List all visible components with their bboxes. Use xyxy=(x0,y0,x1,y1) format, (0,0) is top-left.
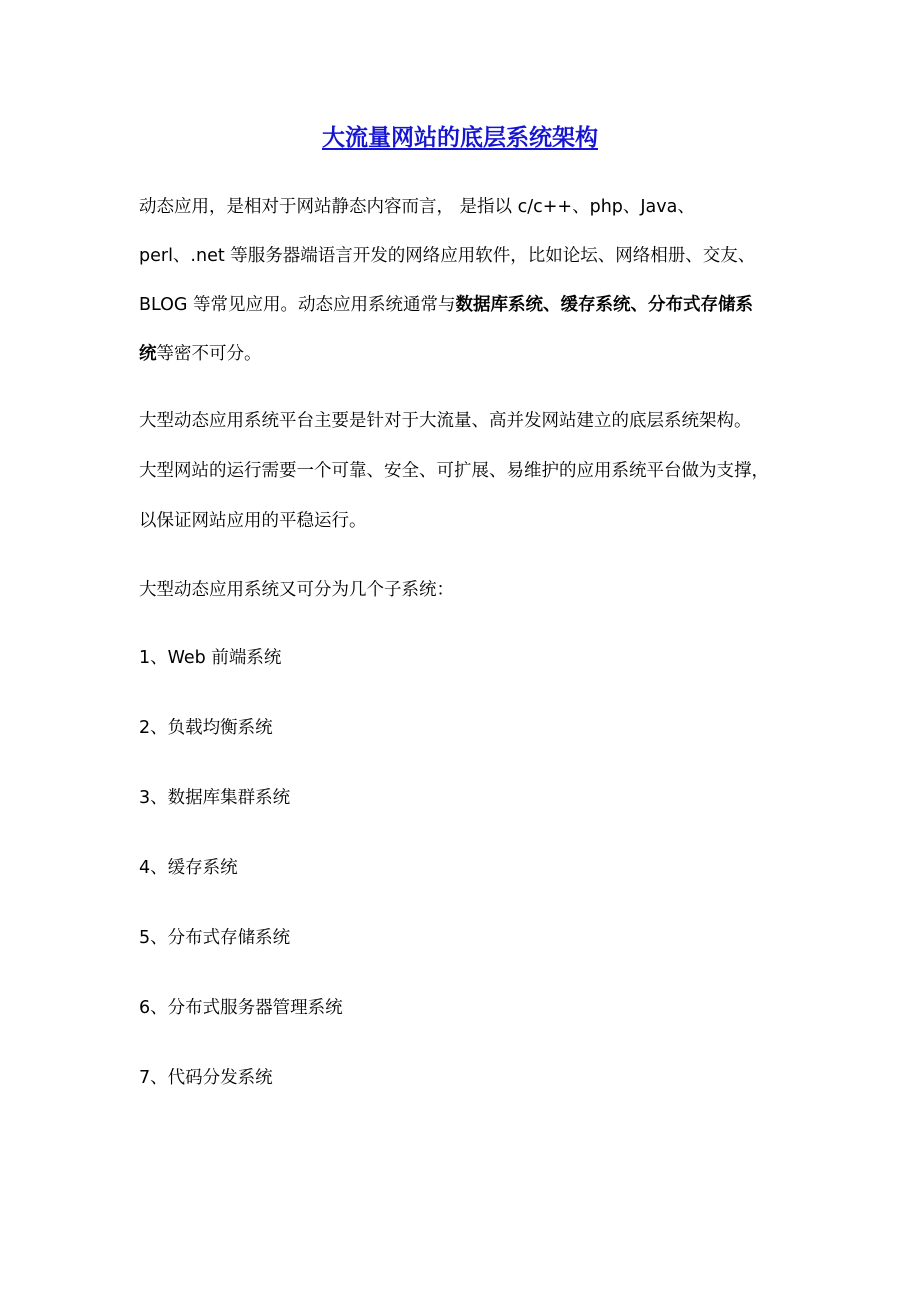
subsystems-intro xyxy=(139,566,799,615)
list-item: 4、缓存系统 xyxy=(139,858,238,878)
platform-line-3: 以保证网站应用的平稳运行。 xyxy=(139,511,367,531)
title-link[interactable]: 大流量网站的底层系统架构 xyxy=(322,125,598,151)
list-item: 5、分布式存储系统 xyxy=(139,928,291,948)
list-item: 6、分布式服务器管理系统 xyxy=(139,998,343,1018)
intro-line-4-bold: 统 xyxy=(139,344,157,364)
list-item: 2、负载均衡系统 xyxy=(139,718,273,738)
intro-line-1: 动态应用，是相对于网站静态内容而言， 是指以 c/c++、php、Java、 xyxy=(139,197,695,217)
intro-line-4-text: 等密不可分。 xyxy=(156,344,262,364)
list-item: 1、Web 前端系统 xyxy=(139,648,282,668)
intro-line-3-bold: 数据库系统、缓存系统、分布式存储系 xyxy=(455,295,754,315)
platform-line-2: 大型网站的运行需要一个可靠、安全、可扩展、易维护的应用系统平台做为支撑， xyxy=(139,461,769,481)
intro-line-2: perl、.net 等服务器端语言开发的网络应用软件，比如论坛、网络相册、交友、 xyxy=(139,246,756,266)
intro-line-3-text: BLOG 等常见应用。动态应用系统通常与 xyxy=(139,295,456,315)
page-title xyxy=(0,118,920,158)
list-item: 7、代码分发系统 xyxy=(139,1068,273,1088)
list-item: 3、数据库集群系统 xyxy=(139,788,291,808)
intro-line-4 xyxy=(139,330,799,379)
intro-paragraph xyxy=(139,183,799,379)
platform-line-1: 大型动态应用系统平台主要是针对于大流量、高并发网站建立的底层系统架构。 xyxy=(139,411,752,431)
subsystems-intro-text: 大型动态应用系统又可分为几个子系统： xyxy=(139,580,454,600)
intro-line-3 xyxy=(139,281,799,330)
platform-paragraph xyxy=(139,396,799,546)
